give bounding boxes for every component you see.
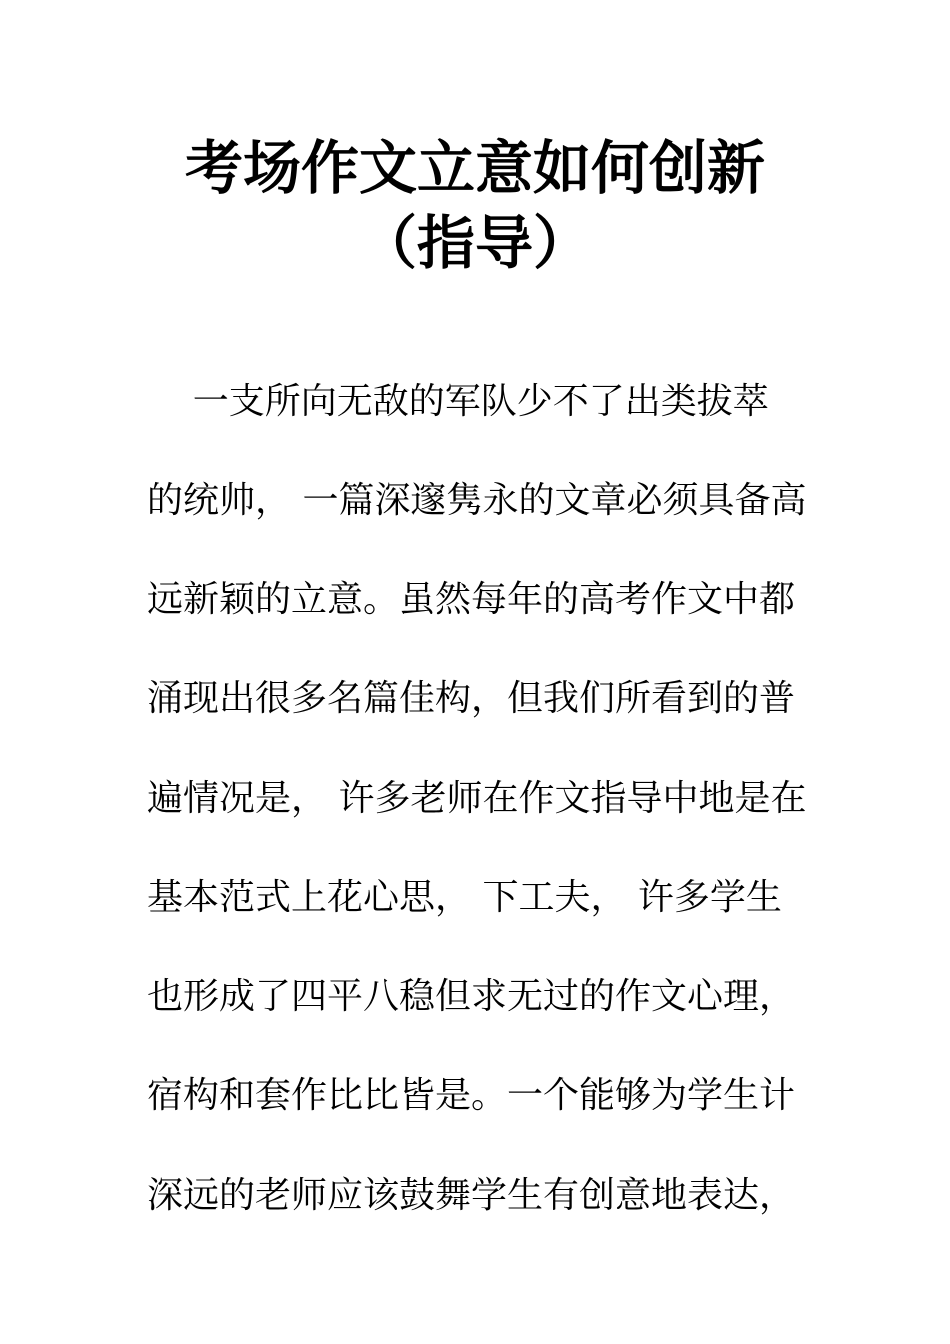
body-line: 一支所向无敌的军队少不了出类拔萃 [147,381,769,422]
body-line: 也形成了四平八稳但求无过的作文心理， [147,976,796,1017]
body-line: 的统帅， 一篇深邃隽永的文章必须具备高 [147,480,807,521]
document-subtitle: （指导） [358,209,591,277]
body-line: 宿构和套作比比皆是。一个能够为学生计 [147,1075,796,1116]
body-line: 基本范式上花心思， 下工夫， 许多学生 [147,877,782,918]
document-title: 考场作文立意如何创新 [184,134,765,202]
body-line: 深远的老师应该鼓舞学生有创意地表达， [147,1175,796,1216]
body-line: 遍情况是， 许多老师在作文指导中地是在 [147,778,807,819]
body-line: 远新颖的立意。虽然每年的高考作文中都 [147,579,796,620]
body-line: 涌现出很多名篇佳构，但我们所看到的普 [147,678,796,719]
